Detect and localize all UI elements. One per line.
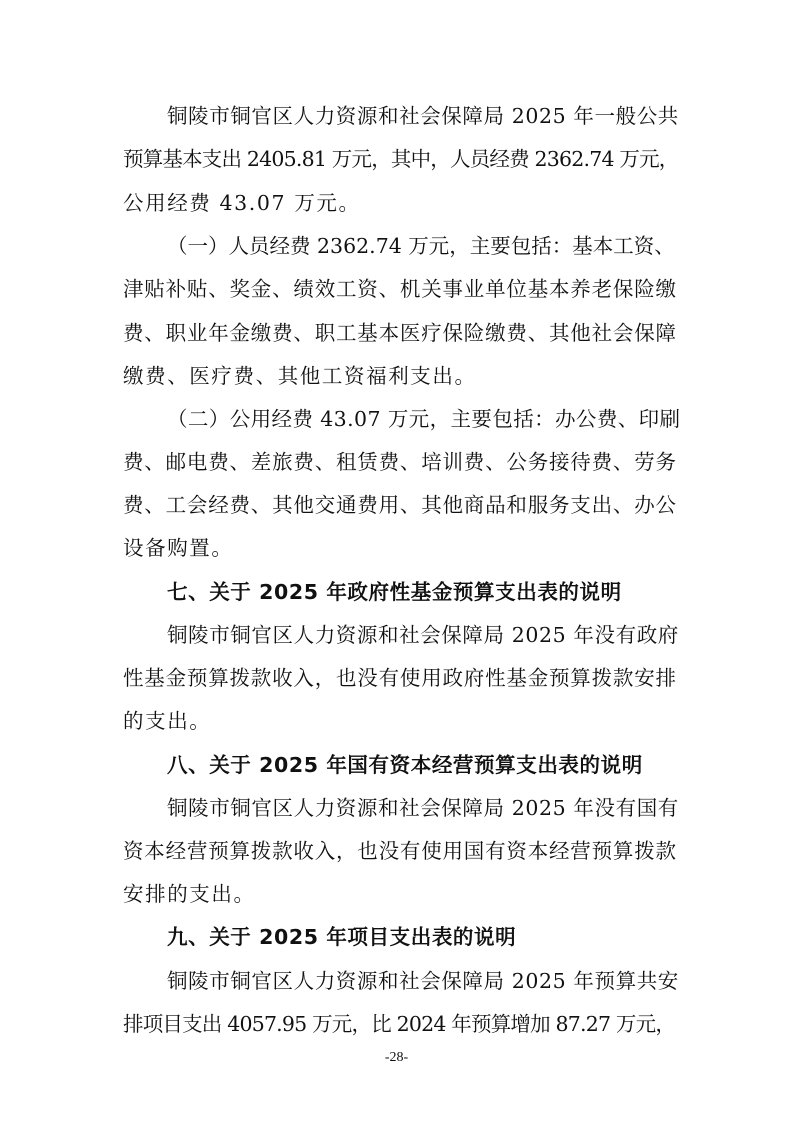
paragraph-line: 费、工会经费、其他交通费用、其他商品和服务支出、办公 [123, 493, 677, 517]
paragraph-line: 费、邮电费、差旅费、租赁费、培训费、公务接待费、劳务 [123, 450, 677, 474]
paragraph-line: （一）人员经费 2362.74 万元，主要包括：基本工资、 [167, 234, 675, 258]
paragraph-line: 铜陵市铜官区人力资源和社会保障局 2025 年预算共安 [167, 969, 679, 993]
paragraph-line: 的支出。 [123, 709, 212, 733]
section-heading: 七、关于 2025 年政府性基金预算支出表的说明 [167, 580, 622, 604]
paragraph-line: 津贴补贴、奖金、绩效工资、机关事业单位基本养老保险缴 [123, 277, 677, 301]
paragraph-line: 铜陵市铜官区人力资源和社会保障局 2025 年没有国有 [167, 796, 679, 820]
paragraph-line: 排项目支出 4057.95 万元，比 2024 年预算增加 87.27 万元， [123, 1012, 676, 1036]
paragraph-line: 安排的支出。 [123, 882, 256, 906]
paragraph-line: 缴费、医疗费、其他工资福利支出。 [123, 364, 477, 388]
section-heading: 九、关于 2025 年项目支出表的说明 [167, 925, 517, 949]
paragraph-line: 公用经费 43.07 万元。 [123, 191, 361, 215]
section-heading: 八、关于 2025 年国有资本经营预算支出表的说明 [167, 753, 643, 777]
paragraph-line: 铜陵市铜官区人力资源和社会保障局 2025 年没有政府 [167, 623, 679, 647]
paragraph-line: 铜陵市铜官区人力资源和社会保障局 2025 年一般公共 [167, 104, 679, 128]
paragraph-line: 设备购置。 [123, 536, 234, 560]
paragraph-line: 预算基本支出 2405.81 万元，其中，人员经费 2362.74 万元， [123, 147, 679, 171]
page-number: -28- [384, 1050, 409, 1065]
paragraph-line: 费、职业年金缴费、职工基本医疗保险缴费、其他社会保障 [123, 321, 677, 345]
paragraph-line: （二）公用经费 43.07 万元，主要包括：办公费、印刷 [167, 407, 681, 431]
paragraph-line: 性基金预算拨款收入，也没有使用政府性基金预算拨款安排 [123, 666, 677, 690]
paragraph-line: 资本经营预算拨款收入，也没有使用国有资本经营预算拨款 [123, 839, 677, 863]
